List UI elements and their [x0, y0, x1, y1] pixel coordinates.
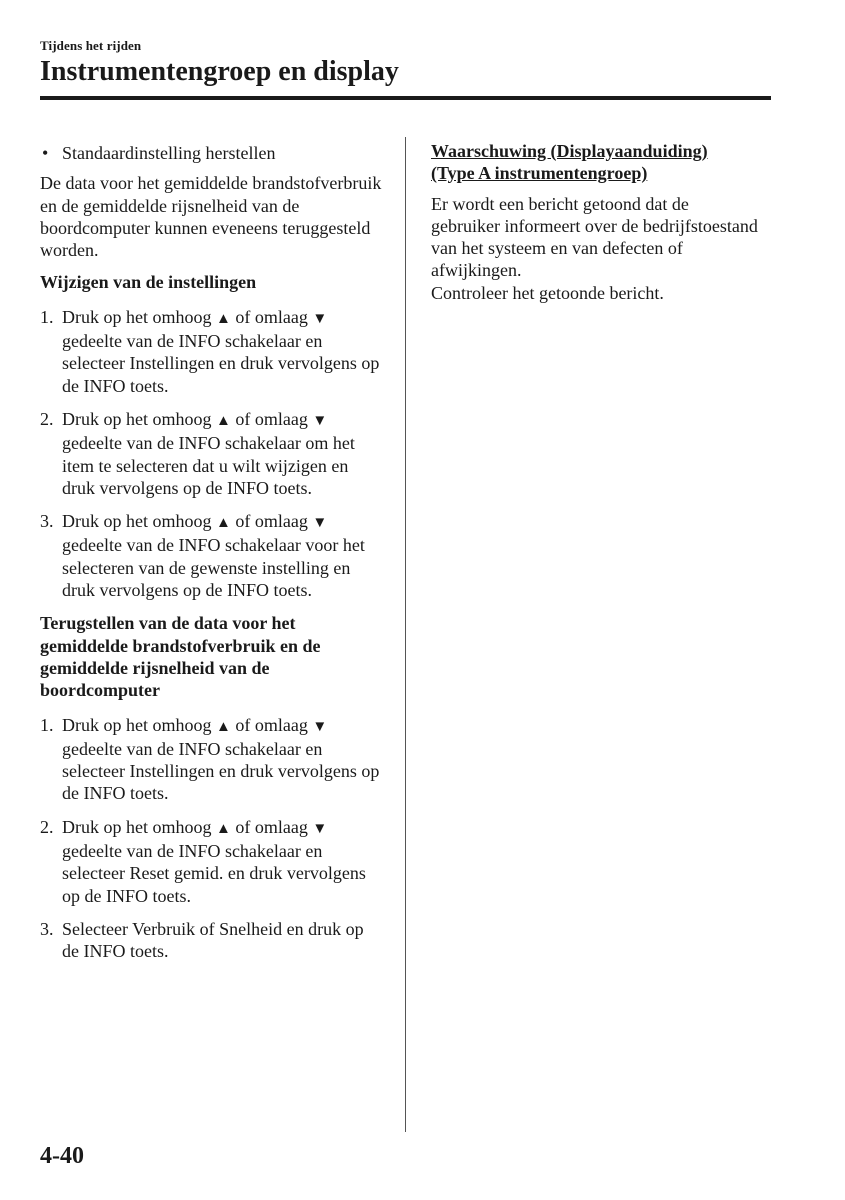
section-heading-reset: Terugstellen van de data voor het gemiddelde brandstofverbruik en de gemiddelde rijsnelheid van de boordcomputer [40, 613, 321, 701]
left-column [40, 140, 385, 974]
up-arrow-icon: ▲ [215, 820, 231, 837]
down-arrow-icon: ▼ [312, 718, 328, 735]
down-arrow-icon: ▼ [312, 310, 328, 327]
section-heading-settings: Wijzigen van de instellingen [40, 272, 257, 293]
page-title: Instrumentengroep en display [40, 56, 399, 87]
up-arrow-icon: ▲ [215, 515, 231, 532]
title-rule [40, 96, 771, 100]
warning-body: Er wordt een bericht getoond dat de gebruiker informeert over de bedrijfstoestand van het systeem en van defecten of afwijkingen. Controleer het getoonde bericht. [431, 193, 758, 303]
intro-paragraph: De data voor het gemiddelde brandstofverbruik en de gemiddelde rijsnelheid van de boordcomputer kunnen eveneens teruggesteld worden. [40, 173, 382, 261]
bullet-icon: • [42, 143, 49, 163]
step-text: Druk op het omhoog ▲ of omlaag ▼ gedeelte van de INFO schakelaar voor het selecteren van de gewenste instelling en druk vervolgens op de INFO toets. [62, 511, 365, 601]
step-text: Druk op het omhoog ▲ of omlaag ▼ gedeelte van de INFO schakelaar om het item te selecteren dat u wilt wijzigen en druk vervolgens op de INFO toets. [62, 408, 355, 498]
step-item [40, 306, 385, 397]
up-arrow-icon: ▲ [215, 718, 231, 735]
section-label: Tijdens het rijden [40, 38, 142, 53]
down-arrow-icon: ▼ [312, 412, 328, 429]
page-number: 4-40 [40, 1143, 84, 1169]
step-text: Druk op het omhoog ▲ of omlaag ▼ gedeelte van de INFO schakelaar en selecteer Instellingen en druk vervolgens op de INFO toets. [62, 306, 380, 396]
bullet-item [40, 142, 385, 164]
step-item [40, 714, 385, 805]
down-arrow-icon: ▼ [312, 820, 328, 837]
step-text: Selecteer Verbruik of Snelheid en druk op de INFO toets. [62, 918, 364, 962]
step-item [40, 918, 385, 963]
step-text: Druk op het omhoog ▲ of omlaag ▼ gedeelte van de INFO schakelaar en selecteer Instellingen en druk vervolgens op de INFO toets. [62, 714, 380, 804]
reset-steps [40, 714, 385, 963]
up-arrow-icon: ▲ [215, 310, 231, 327]
warning-heading: Waarschuwing (Displayaanduiding) (Type A instrumentengroep) [431, 141, 708, 184]
step-item [40, 408, 385, 499]
bullet-text: Standaardinstelling herstellen [62, 143, 276, 163]
step-number: 1. [40, 306, 54, 327]
step-number: 2. [40, 408, 54, 429]
step-item [40, 816, 385, 907]
step-number: 1. [40, 714, 54, 735]
up-arrow-icon: ▲ [215, 412, 231, 429]
down-arrow-icon: ▼ [312, 515, 328, 532]
step-number: 3. [40, 511, 54, 532]
settings-steps [40, 306, 385, 602]
step-number: 3. [40, 918, 54, 939]
step-number: 2. [40, 816, 54, 837]
right-column [431, 140, 761, 304]
step-item [40, 510, 385, 601]
step-text: Druk op het omhoog ▲ of omlaag ▼ gedeelte van de INFO schakelaar en selecteer Reset gemid. en druk vervolgens op de INFO toets. [62, 816, 366, 906]
column-divider [405, 137, 406, 1132]
